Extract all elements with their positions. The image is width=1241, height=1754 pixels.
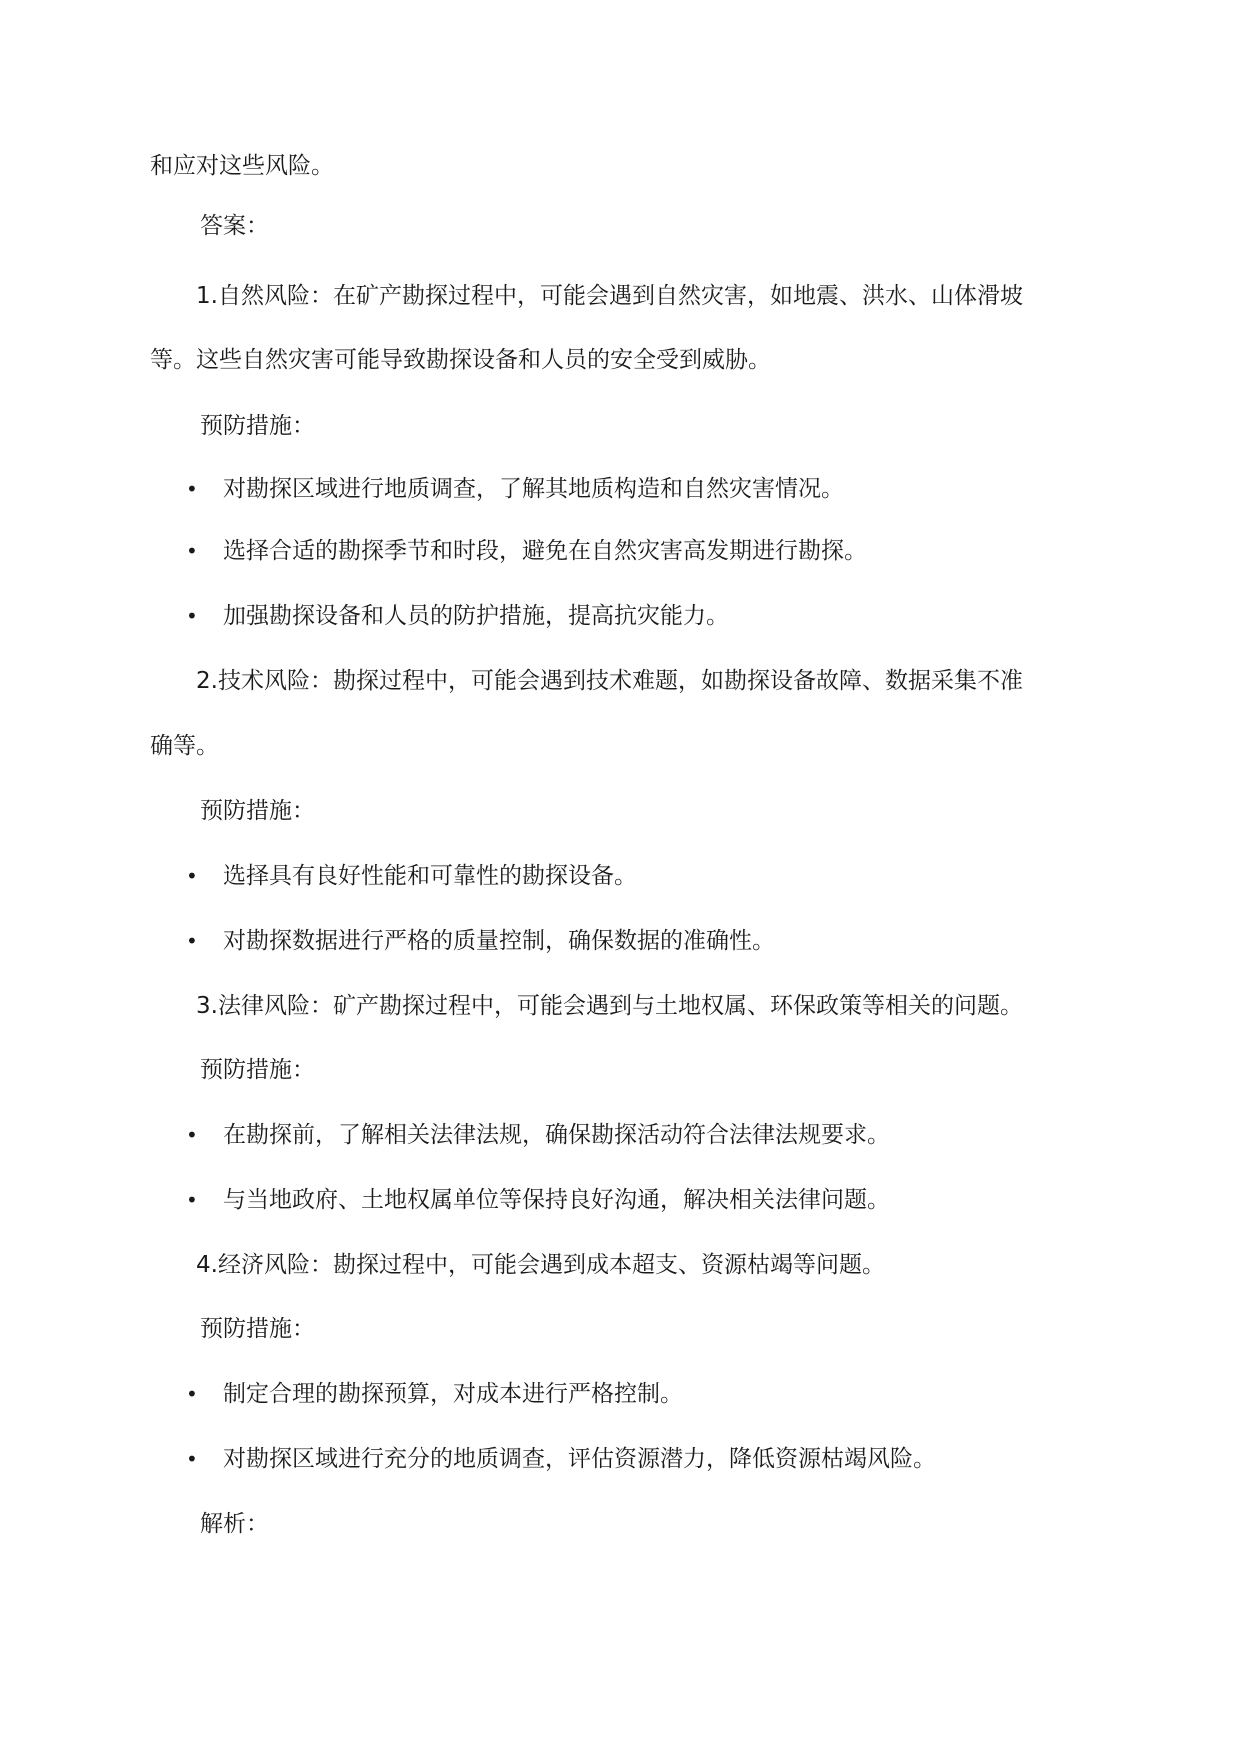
bullet-item: 制定合理的勘探预算，对成本进行严格控制。 [223,1381,683,1407]
bullet-icon: • [186,864,198,888]
technical-risk-paragraph-line-1: 2.技术风险：勘探过程中，可能会遇到技术难题，如勘探设备故障、数据采集不准 [196,668,1023,694]
bullet-icon: • [186,604,198,628]
prevention-heading-4: 预防措施： [200,1316,315,1342]
bullet-item: 对勘探区域进行地质调查，了解其地质构造和自然灾害情况。 [223,476,844,502]
text-line-continuation: 和应对这些风险。 [150,153,334,179]
natural-risk-paragraph-line-2: 等。这些自然灾害可能导致勘探设备和人员的安全受到威胁。 [150,347,771,373]
answer-heading: 答案： [200,213,269,239]
prevention-heading-2: 预防措施： [200,798,315,824]
prevention-heading-1: 预防措施： [200,413,315,439]
bullet-icon: • [186,1123,198,1147]
bullet-icon: • [186,1188,198,1212]
bullet-icon: • [186,477,198,501]
bullet-item: 选择合适的勘探季节和时段，避免在自然灾害高发期进行勘探。 [223,538,867,564]
bullet-icon: • [186,1382,198,1406]
bullet-item: 选择具有良好性能和可靠性的勘探设备。 [223,863,637,889]
analysis-heading: 解析： [200,1511,269,1537]
legal-risk-paragraph: 3.法律风险：矿产勘探过程中，可能会遇到与土地权属、环保政策等相关的问题。 [196,993,1023,1019]
bullet-icon: • [186,1447,198,1471]
bullet-item: 对勘探区域进行充分的地质调查，评估资源潜力，降低资源枯竭风险。 [223,1446,936,1472]
bullet-icon: • [186,929,198,953]
bullet-item: 加强勘探设备和人员的防护措施，提高抗灾能力。 [223,603,729,629]
prevention-heading-3: 预防措施： [200,1057,315,1083]
bullet-icon: • [186,539,198,563]
bullet-item: 与当地政府、土地权属单位等保持良好沟通，解决相关法律问题。 [223,1187,890,1213]
bullet-item: 在勘探前，了解相关法律法规，确保勘探活动符合法律法规要求。 [223,1122,890,1148]
natural-risk-paragraph-line-1: 1.自然风险：在矿产勘探过程中，可能会遇到自然灾害，如地震、洪水、山体滑坡 [196,283,1023,309]
technical-risk-paragraph-line-2: 确等。 [150,733,219,759]
economic-risk-paragraph: 4.经济风险：勘探过程中，可能会遇到成本超支、资源枯竭等问题。 [196,1252,885,1278]
bullet-item: 对勘探数据进行严格的质量控制，确保数据的准确性。 [223,928,775,954]
